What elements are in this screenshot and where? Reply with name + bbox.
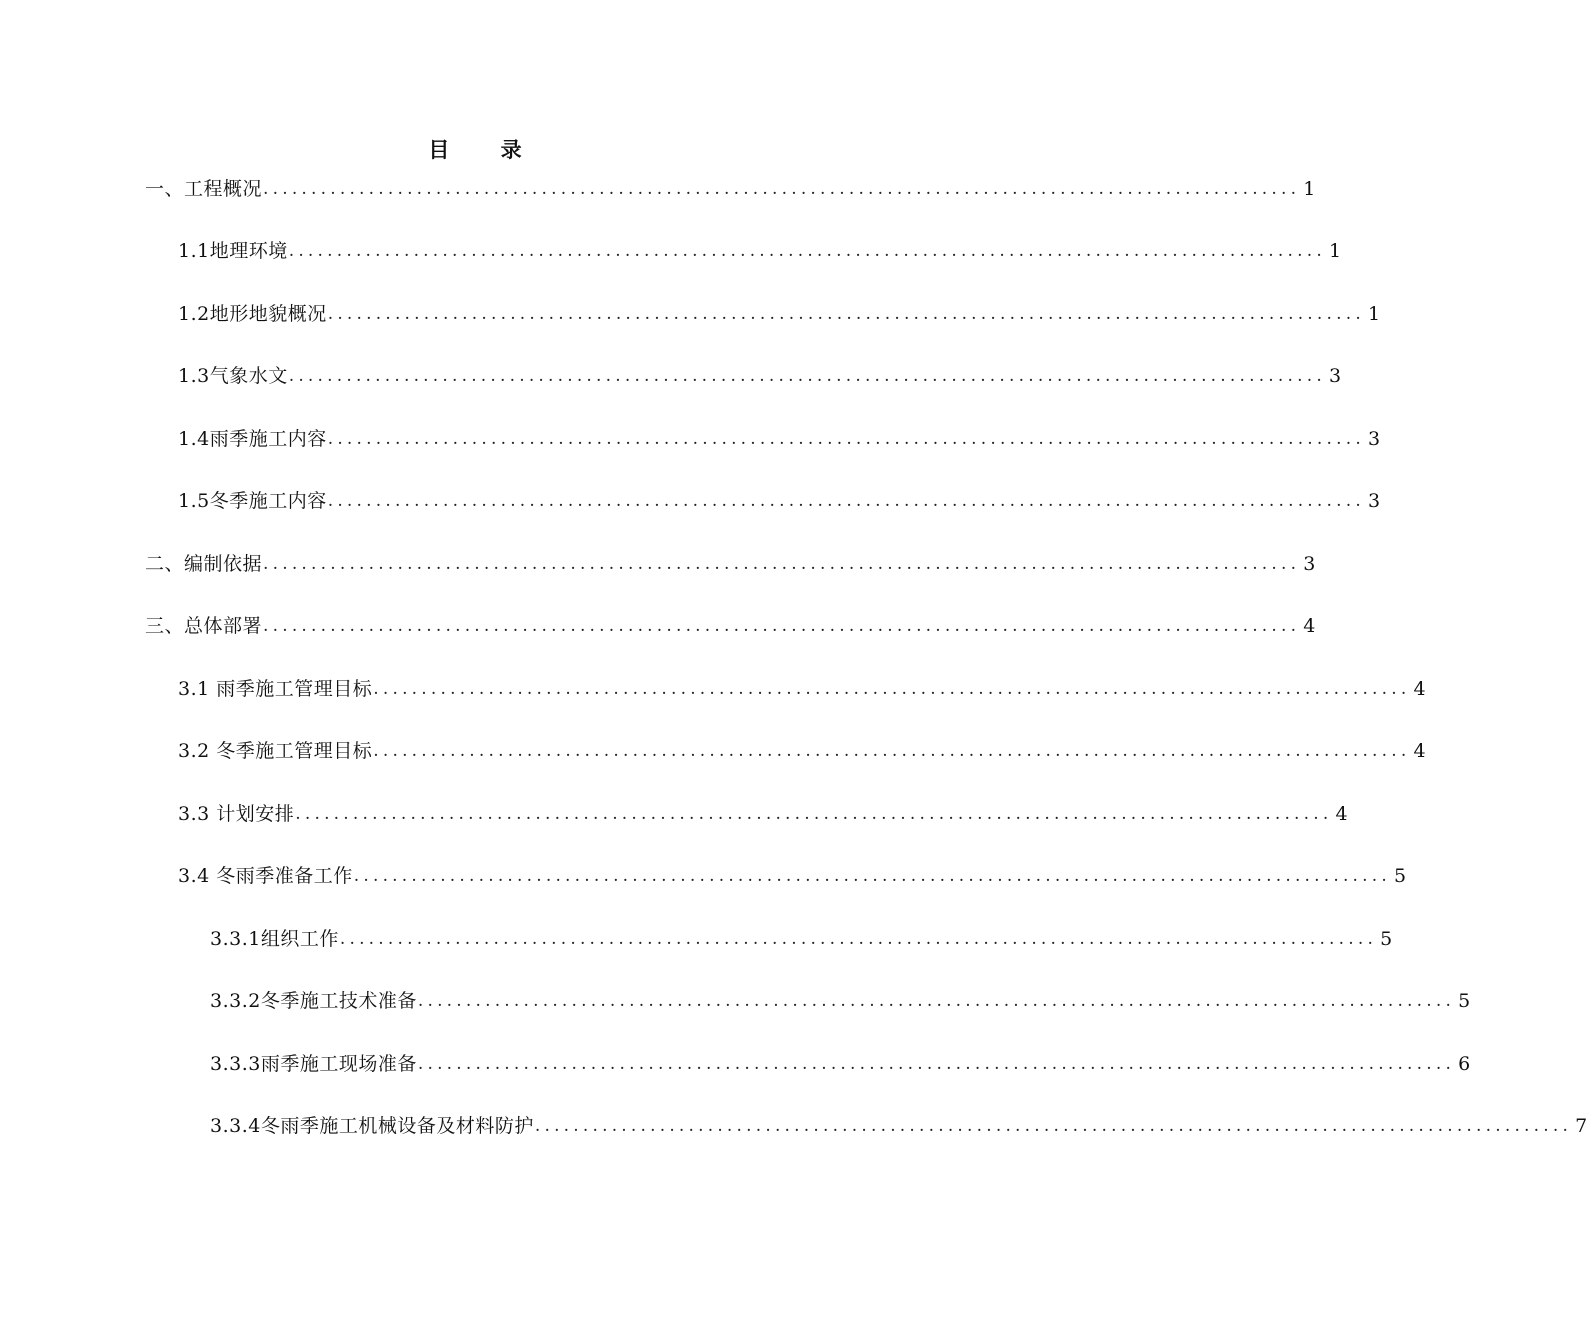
toc-entry[interactable]: [178, 420, 1381, 454]
toc-entry-page: 4: [1303, 615, 1316, 637]
toc-entry-label: 3.3 计划安排: [178, 803, 295, 825]
toc-entry-page: 3: [1328, 365, 1342, 387]
dot-leader: ............................................................................................................: [373, 679, 1411, 699]
toc-entry-page: 6: [1458, 1053, 1471, 1075]
toc-entry-page: 7: [1575, 1115, 1587, 1137]
toc-entry-label: 一、工程概况: [145, 178, 263, 200]
dot-leader: ............................................................................................................: [288, 241, 1326, 261]
toc-entry-page: 5: [1458, 990, 1471, 1012]
toc-entry[interactable]: [178, 857, 1407, 891]
toc-entry[interactable]: [178, 295, 1381, 329]
dot-leader: ............................................................................................................: [373, 741, 1411, 761]
toc-entry-label: 3.4 冬雨季准备工作: [178, 865, 353, 887]
toc-entry-page: 3: [1367, 490, 1381, 512]
dot-leader: ............................................................................................................: [353, 866, 1391, 886]
toc-entry-page: 4: [1413, 678, 1426, 700]
toc-entry-label: 1.5冬季施工内容: [178, 490, 327, 512]
toc-entry[interactable]: [210, 1107, 1587, 1141]
dot-leader: ............................................................................................................: [263, 616, 1301, 636]
toc-entry[interactable]: [145, 607, 1316, 641]
dot-leader: ............................................................................................................: [417, 1054, 1456, 1074]
dot-leader: ............................................................................................................: [327, 429, 1365, 449]
dot-leader: ............................................................................................................: [534, 1116, 1573, 1136]
dot-leader: ............................................................................................................: [417, 991, 1456, 1011]
dot-leader: ............................................................................................................: [288, 366, 1326, 386]
toc-entry-label: 1.1地理环境: [178, 240, 288, 262]
toc-entry-page: 1: [1303, 178, 1316, 200]
toc-entry-page: 5: [1393, 865, 1407, 887]
toc-entry[interactable]: [178, 732, 1426, 766]
toc-entry-page: 4: [1413, 740, 1426, 762]
dot-leader: ............................................................................................................: [295, 804, 1333, 824]
toc-entry-label: 三、总体部署: [145, 615, 263, 637]
toc-entry-label: 3.3.1组织工作: [210, 928, 339, 950]
toc-entry[interactable]: [145, 545, 1316, 579]
dot-leader: ............................................................................................................: [339, 929, 1378, 949]
toc-entry[interactable]: [178, 482, 1381, 516]
toc-entry-page: 1: [1328, 240, 1342, 262]
toc-entry-label: 3.3.4冬雨季施工机械设备及材料防护: [210, 1115, 534, 1137]
toc-entry[interactable]: [210, 920, 1393, 954]
dot-leader: ............................................................................................................: [263, 179, 1301, 199]
toc-entry-label: 3.3.2冬季施工技术准备: [210, 990, 417, 1012]
toc-entry[interactable]: [145, 170, 1316, 204]
dot-leader: ............................................................................................................: [327, 304, 1365, 324]
toc-title: 目 录: [428, 137, 544, 162]
toc-entry[interactable]: [210, 1045, 1471, 1079]
toc-entry-page: 4: [1335, 803, 1348, 825]
toc-entry-label: 1.3气象水文: [178, 365, 288, 387]
toc-entry[interactable]: [210, 982, 1471, 1016]
toc-entry-label: 3.1 雨季施工管理目标: [178, 678, 373, 700]
toc-entry-label: 1.2地形地貌概况: [178, 303, 327, 325]
toc-entry-label: 3.2 冬季施工管理目标: [178, 740, 373, 762]
toc-entry[interactable]: [178, 670, 1426, 704]
toc-entry-label: 3.3.3雨季施工现场准备: [210, 1053, 417, 1075]
toc-entry-label: 1.4雨季施工内容: [178, 428, 327, 450]
toc-entry-page: 1: [1367, 303, 1381, 325]
toc-entry-page: 3: [1303, 553, 1316, 575]
dot-leader: ............................................................................................................: [327, 491, 1365, 511]
toc-entry-page: 3: [1367, 428, 1381, 450]
toc-entry[interactable]: [178, 795, 1348, 829]
dot-leader: ............................................................................................................: [263, 554, 1301, 574]
toc-entry[interactable]: [178, 357, 1342, 391]
toc-entry[interactable]: [178, 232, 1342, 266]
toc-entry-page: 5: [1380, 928, 1393, 950]
toc-entry-label: 二、编制依据: [145, 553, 263, 575]
